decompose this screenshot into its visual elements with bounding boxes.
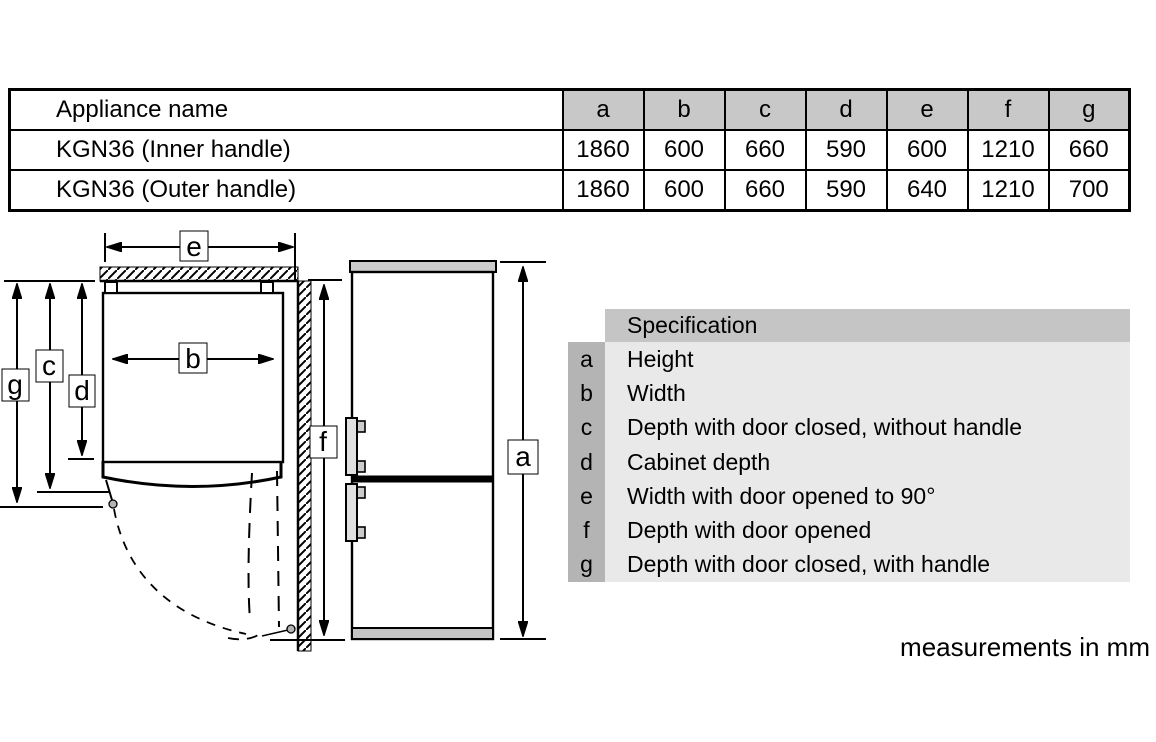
hinge-right [261, 282, 273, 293]
plinth [352, 628, 493, 639]
dim-header-e: e [887, 90, 968, 131]
spec-key-f: f [568, 513, 605, 547]
table-row-outer-handle [10, 170, 1130, 211]
value-cell: 1210 [968, 130, 1049, 170]
value-cell: 600 [887, 130, 968, 170]
dim-label-c: c [42, 350, 56, 381]
dim-header-g: g [1049, 90, 1130, 131]
top-view-cabinet [4, 281, 283, 508]
spec-label-d: Cabinet depth [605, 445, 1130, 479]
spec-label-g: Depth with door closed, with handle [605, 548, 1130, 582]
dimensions-table [8, 88, 1131, 212]
front-view-appliance [346, 261, 496, 639]
measurements-note: measurements in mm [900, 632, 1150, 662]
dimension-a [500, 262, 546, 639]
swing-arc [114, 509, 246, 634]
cabinet-body [352, 272, 493, 639]
dim-label-g: g [7, 369, 23, 400]
spec-key-a: a [568, 342, 605, 376]
hinge-left [105, 282, 117, 293]
dim-label-e: e [186, 231, 202, 262]
value-cell: 660 [725, 170, 806, 211]
spec-key-e: e [568, 479, 605, 513]
value-cell: 1210 [968, 170, 1049, 211]
spec-label-a: Height [605, 342, 1130, 376]
value-cell: 590 [806, 170, 887, 211]
value-cell: 700 [1049, 170, 1130, 211]
dim-header-c: c [725, 90, 806, 131]
appliance-name-cell: KGN36 (Outer handle) [10, 170, 563, 211]
door-gap [352, 476, 493, 482]
dim-header-a: a [563, 90, 644, 131]
handle-knob-closed [109, 500, 117, 508]
value-cell: 1860 [563, 130, 644, 170]
spec-label-b: Width [605, 376, 1130, 410]
spec-label-e: Width with door opened to 90° [605, 479, 1130, 513]
dim-header-b: b [644, 90, 725, 131]
appliance-name-cell: KGN36 (Inner handle) [10, 130, 563, 170]
table-row-inner-handle [10, 130, 1130, 170]
spec-key-g: g [568, 548, 605, 582]
dim-header-f: f [968, 90, 1049, 131]
value-cell: 640 [887, 170, 968, 211]
appliance-name-header: Appliance name [10, 90, 563, 131]
door-swing-open [114, 462, 295, 639]
dim-label-b: b [185, 343, 201, 374]
dimension-d [68, 284, 95, 459]
door-closed [103, 461, 281, 487]
dim-header-d: d [806, 90, 887, 131]
value-cell: 590 [806, 130, 887, 170]
dim-label-d: d [74, 375, 90, 406]
spec-rows [568, 342, 1130, 582]
top-cap [350, 261, 496, 272]
dim-label-f: f [319, 426, 327, 457]
table-header-row [10, 90, 1130, 131]
spec-label-f: Depth with door opened [605, 513, 1130, 547]
spec-key-d: d [568, 445, 605, 479]
spec-header: Specification [605, 309, 1130, 342]
value-cell: 600 [644, 170, 725, 211]
value-cell: 660 [725, 130, 806, 170]
installation-diagram [0, 225, 560, 695]
spec-key-b: b [568, 376, 605, 410]
specification-panel [568, 309, 1130, 582]
value-cell: 1860 [563, 170, 644, 211]
value-cell: 660 [1049, 130, 1130, 170]
handle-knob-open [287, 625, 295, 633]
spec-label-c: Depth with door closed, without handle [605, 411, 1130, 445]
dim-label-a: a [515, 441, 531, 472]
value-cell: 600 [644, 130, 725, 170]
spec-key-c: c [568, 411, 605, 445]
